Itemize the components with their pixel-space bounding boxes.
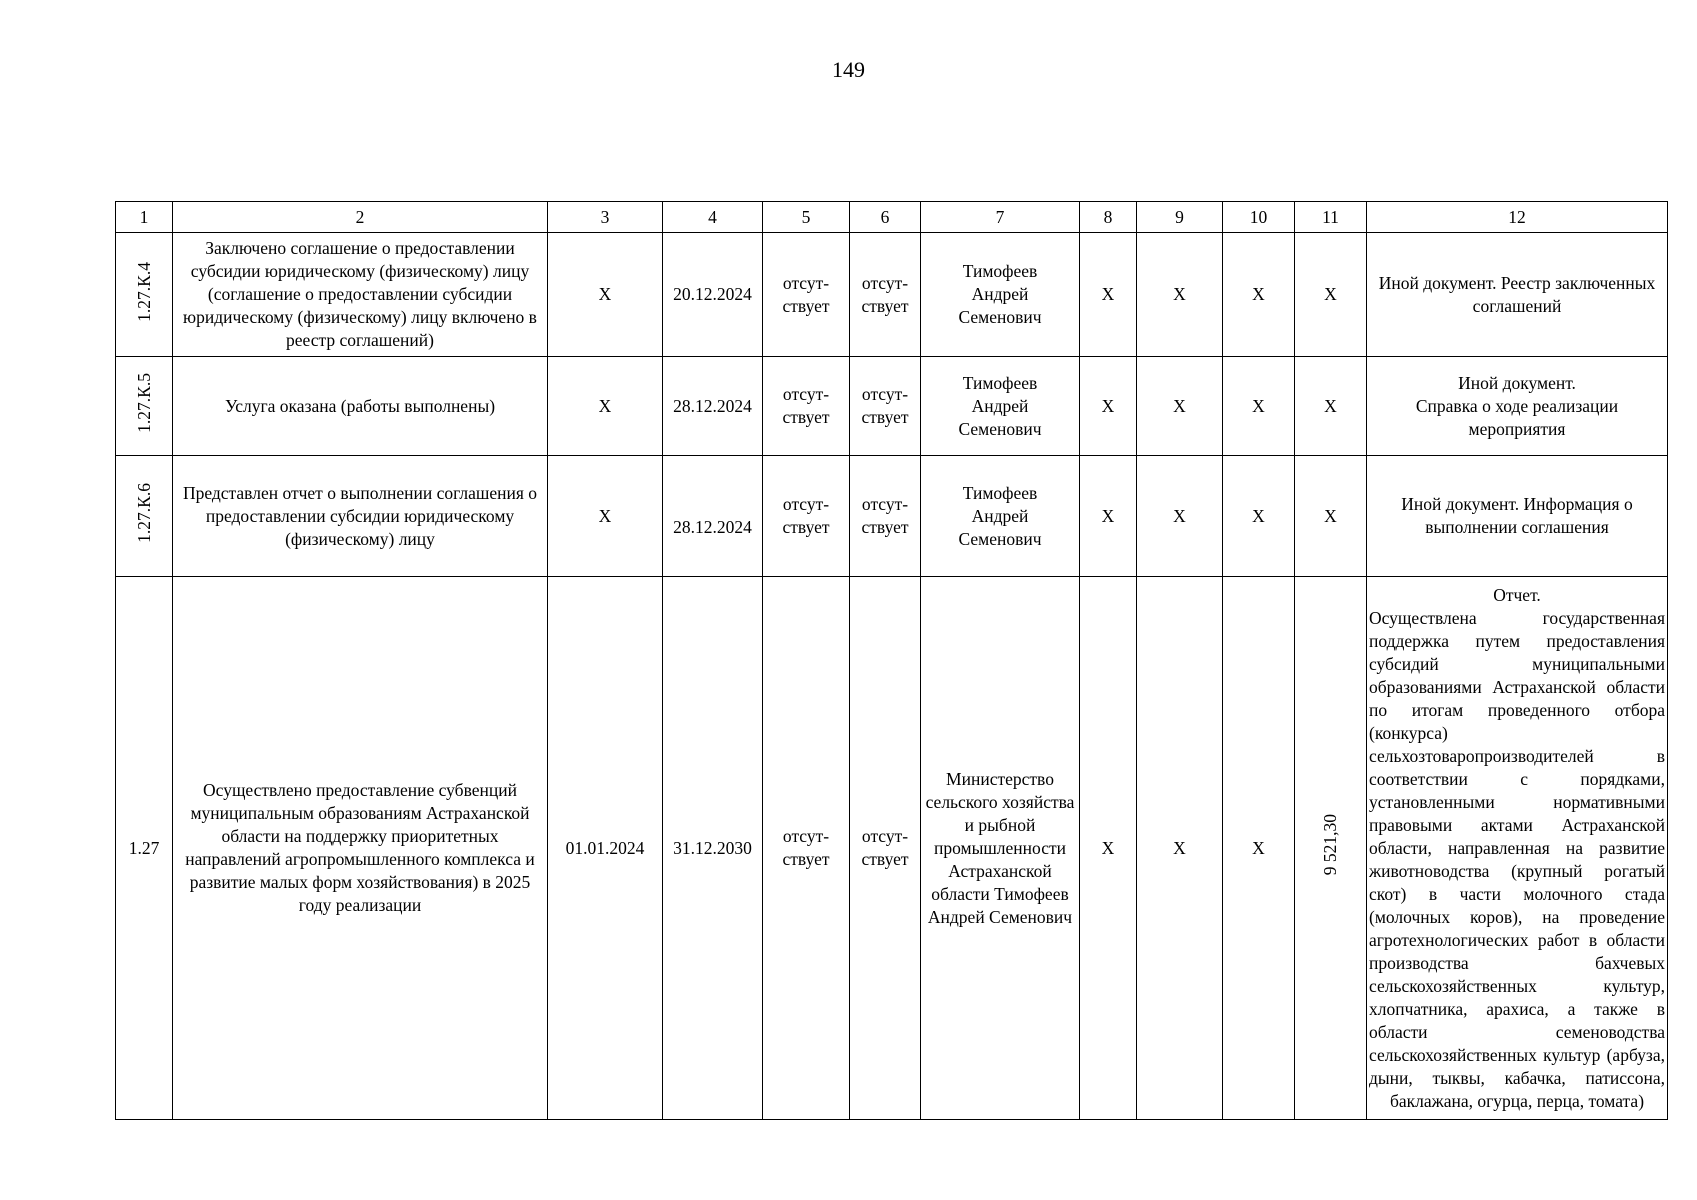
cell-9: X	[1137, 357, 1223, 456]
cell-4: 31.12.2030	[663, 577, 763, 1120]
cell-6: отсут- ствует	[850, 456, 921, 577]
header-cell: 4	[663, 202, 763, 233]
amount-value: 9 521,30	[1320, 814, 1340, 876]
cell-3: X	[548, 357, 663, 456]
cell-9: X	[1137, 577, 1223, 1120]
cell-3: X	[548, 233, 663, 357]
row-id-cell	[116, 357, 173, 456]
report-cell	[1367, 577, 1668, 1120]
cell-4: 20.12.2024	[663, 233, 763, 357]
description-cell: Осуществлено предоставление субвенций муниципальным образованиям Астраханской области на поддержку приоритетных направлений агропромышленного комплекса и развитие малых форм хозяйствования) в 2025 году реализации	[173, 577, 548, 1120]
header-cell: 5	[763, 202, 850, 233]
row-id-cell: 1.27	[116, 577, 173, 1120]
cell-8: X	[1080, 577, 1137, 1120]
cell-8: X	[1080, 357, 1137, 456]
report-title: Отчет.	[1493, 584, 1541, 605]
cell-11: X	[1295, 456, 1367, 577]
cell-11: X	[1295, 233, 1367, 357]
row-id: 1.27.К.6	[133, 483, 154, 543]
cell-11: X	[1295, 357, 1367, 456]
header-row	[116, 202, 1668, 233]
header-cell: 9	[1137, 202, 1223, 233]
table-row	[116, 357, 1668, 456]
responsible-cell: Тимофеев Андрей Семенович	[921, 456, 1080, 577]
row-id-cell	[116, 456, 173, 577]
document-cell: Иной документ. Справка о ходе реализации мероприятия	[1367, 357, 1668, 456]
header-cell: 2	[173, 202, 548, 233]
description-cell: Услуга оказана (работы выполнены)	[173, 357, 548, 456]
description-cell: Представлен отчет о выполнении соглашения о предоставлении субсидии юридическому (физическому) лицу	[173, 456, 548, 577]
header-cell: 12	[1367, 202, 1668, 233]
responsible-cell: Тимофеев Андрей Семенович	[921, 233, 1080, 357]
cell-3: 01.01.2024	[548, 577, 663, 1120]
cell-10: X	[1223, 233, 1295, 357]
row-id: 1.27.К.5	[133, 373, 154, 433]
cell-10: X	[1223, 456, 1295, 577]
document-cell: Иной документ. Информация о выполнении соглашения	[1367, 456, 1668, 577]
page-number: 149	[832, 57, 865, 82]
header-cell: 7	[921, 202, 1080, 233]
header-cell: 3	[548, 202, 663, 233]
header-cell: 11	[1295, 202, 1367, 233]
cell-6: отсут- ствует	[850, 233, 921, 357]
amount-cell	[1295, 577, 1367, 1120]
row-id-cell	[116, 233, 173, 357]
description-cell: Заключено соглашение о предоставлении субсидии юридическому (физическому) лицу (соглашение о предоставлении субсидии юридическому (физическому) лицу включено в реестр соглашений)	[173, 233, 548, 357]
cell-5: отсут- ствует	[763, 233, 850, 357]
table-row	[116, 233, 1668, 357]
cell-4: 28.12.2024	[663, 456, 763, 577]
cell-9: X	[1137, 233, 1223, 357]
responsible-cell: Тимофеев Андрей Семенович	[921, 357, 1080, 456]
cell-8: X	[1080, 456, 1137, 577]
row-id: 1.27.К.4	[133, 261, 154, 322]
cell-8: X	[1080, 233, 1137, 357]
responsible-cell: Министерство сельского хозяйства и рыбной промышленности Астраханской области Тимофеев Андрей Семенович	[921, 577, 1080, 1120]
cell-9: X	[1137, 456, 1223, 577]
header-cell: 10	[1223, 202, 1295, 233]
cell-5: отсут- ствует	[763, 357, 850, 456]
cell-5: отсут- ствует	[763, 456, 850, 577]
header-cell: 1	[116, 202, 173, 233]
cell-6: отсут- ствует	[850, 577, 921, 1120]
report-text: Осуществлена государственная поддержка путем предоставления субсидий муниципальными образованиями Астраханской области по итогам проведенного отбора (конкурса) сельхозтоваропроизводителей в соответствии с порядками, установленными нормативными правовыми актами Астраханской области, направленная на развитие животноводства (крупный рогатый скот) в части молочного стада (молочных коров), на проведение агротехнологических работ в области производства бахчевых сельскохозяйственных культур, хлопчатника, арахиса, а также в области семеноводства сельскохозяйственных культур (арбуза, дыни, тыквы, кабачка, патиссона, баклажана, огурца, перца, томата)	[1369, 607, 1665, 1111]
document-cell: Иной документ. Реестр заключенных соглашений	[1367, 233, 1668, 357]
cell-10: X	[1223, 577, 1295, 1120]
table-row	[116, 456, 1668, 577]
cell-4: 28.12.2024	[663, 357, 763, 456]
header-cell: 6	[850, 202, 921, 233]
plan-table	[115, 201, 1668, 1120]
cell-3: X	[548, 456, 663, 577]
cell-10: X	[1223, 357, 1295, 456]
table-row	[116, 577, 1668, 1120]
cell-6: отсут- ствует	[850, 357, 921, 456]
header-cell: 8	[1080, 202, 1137, 233]
cell-5: отсут- ствует	[763, 577, 850, 1120]
